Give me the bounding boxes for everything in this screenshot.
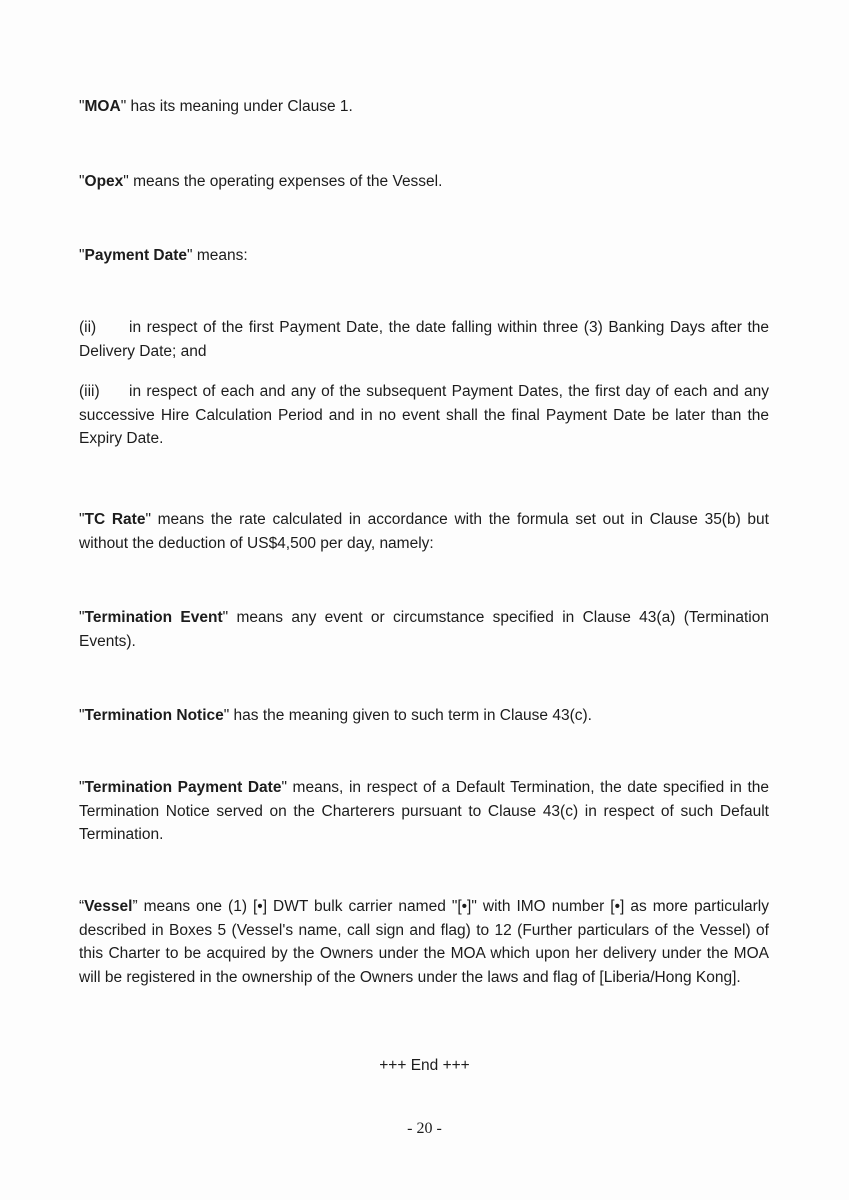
defined-term: Opex xyxy=(84,173,124,190)
defined-term: TC Rate xyxy=(84,511,146,528)
payment-date-item-ii xyxy=(79,316,769,363)
defined-term: Payment Date xyxy=(84,247,188,264)
item-text: in respect of the first Payment Date, the date falling within three (3) Banking Days after the Delivery Date; and xyxy=(79,319,769,360)
definition-payment-date: "Payment Date" means: xyxy=(79,247,248,264)
defined-term: Termination Notice xyxy=(84,707,224,724)
item-number: (ii) xyxy=(79,319,97,336)
definition-text: " has the meaning given to such term in Clause 43(c). xyxy=(223,707,592,724)
definition-termination-notice: "Termination Notice" has the meaning given to such term in Clause 43(c). xyxy=(79,707,592,724)
defined-term: Termination Payment Date xyxy=(84,779,282,796)
definition-text: " means the rate calculated in accordance with the formula set out in Clause 35(b) but without the deduction of US$4,500 per day, namely: xyxy=(79,511,769,552)
page-number: - 20 - xyxy=(407,1120,442,1137)
definition-text: " means: xyxy=(187,247,248,264)
definition-text: " means any event or circumstance specified in Clause 43(a) (Termination Events). xyxy=(79,609,769,650)
definition-text: means one (1) [•] DWT bulk carrier named "[•]" with IMO number [•] as more particularly described in Boxes 5 (Vessel's name, call sign and flag) to 12 (Further particulars of the Vessel) of this Charter to be acquired by the Owners under the MOA which upon her delivery under the MOA will be registered in the ownership of the Owners under the laws and flag of [Liberia/Hong Kong]. xyxy=(79,898,769,986)
definition-text: " means the operating expenses of the Vessel. xyxy=(123,173,443,190)
definition-text: " has its meaning under Clause 1. xyxy=(120,98,353,115)
definition-termination-payment-date: "Termination Payment Date" means, in respect of a Default Termination, the date specified in the Termination Notice served on the Charterers pursuant to Clause 43(c) in respect of such Default Termination. xyxy=(79,779,769,843)
defined-term: Termination Event xyxy=(84,609,223,626)
item-number: (iii) xyxy=(79,383,100,400)
definition-termination-event: "Termination Event" means any event or circumstance specified in Clause 43(a) (Termination Events). xyxy=(79,609,769,650)
close-quote: ” xyxy=(132,898,138,915)
definition-moa: "MOA" has its meaning under Clause 1. xyxy=(79,98,353,115)
payment-date-item-iii xyxy=(79,380,769,451)
defined-term: MOA xyxy=(84,98,121,115)
item-text: in respect of each and any of the subsequent Payment Dates, the first day of each and any successive Hire Calculation Period and in no event shall the final Payment Date be later than the Expiry Date. xyxy=(79,383,769,447)
defined-term: Vessel xyxy=(84,898,133,915)
definition-opex: "Opex" means the operating expenses of the Vessel. xyxy=(79,173,443,190)
open-quote: “ xyxy=(79,898,85,915)
definition-text: " means, in respect of a Default Termination, the date specified in the Termination Notice served on the Charterers pursuant to Clause 43(c) in respect of such Default Termination. xyxy=(79,779,769,843)
definition-tc-rate: "TC Rate" means the rate calculated in accordance with the formula set out in Clause 35(b) but without the deduction of US$4,500 per day, namely: xyxy=(79,511,769,552)
end-marker: +++ End +++ xyxy=(379,1057,470,1074)
definition-vessel xyxy=(79,895,769,989)
